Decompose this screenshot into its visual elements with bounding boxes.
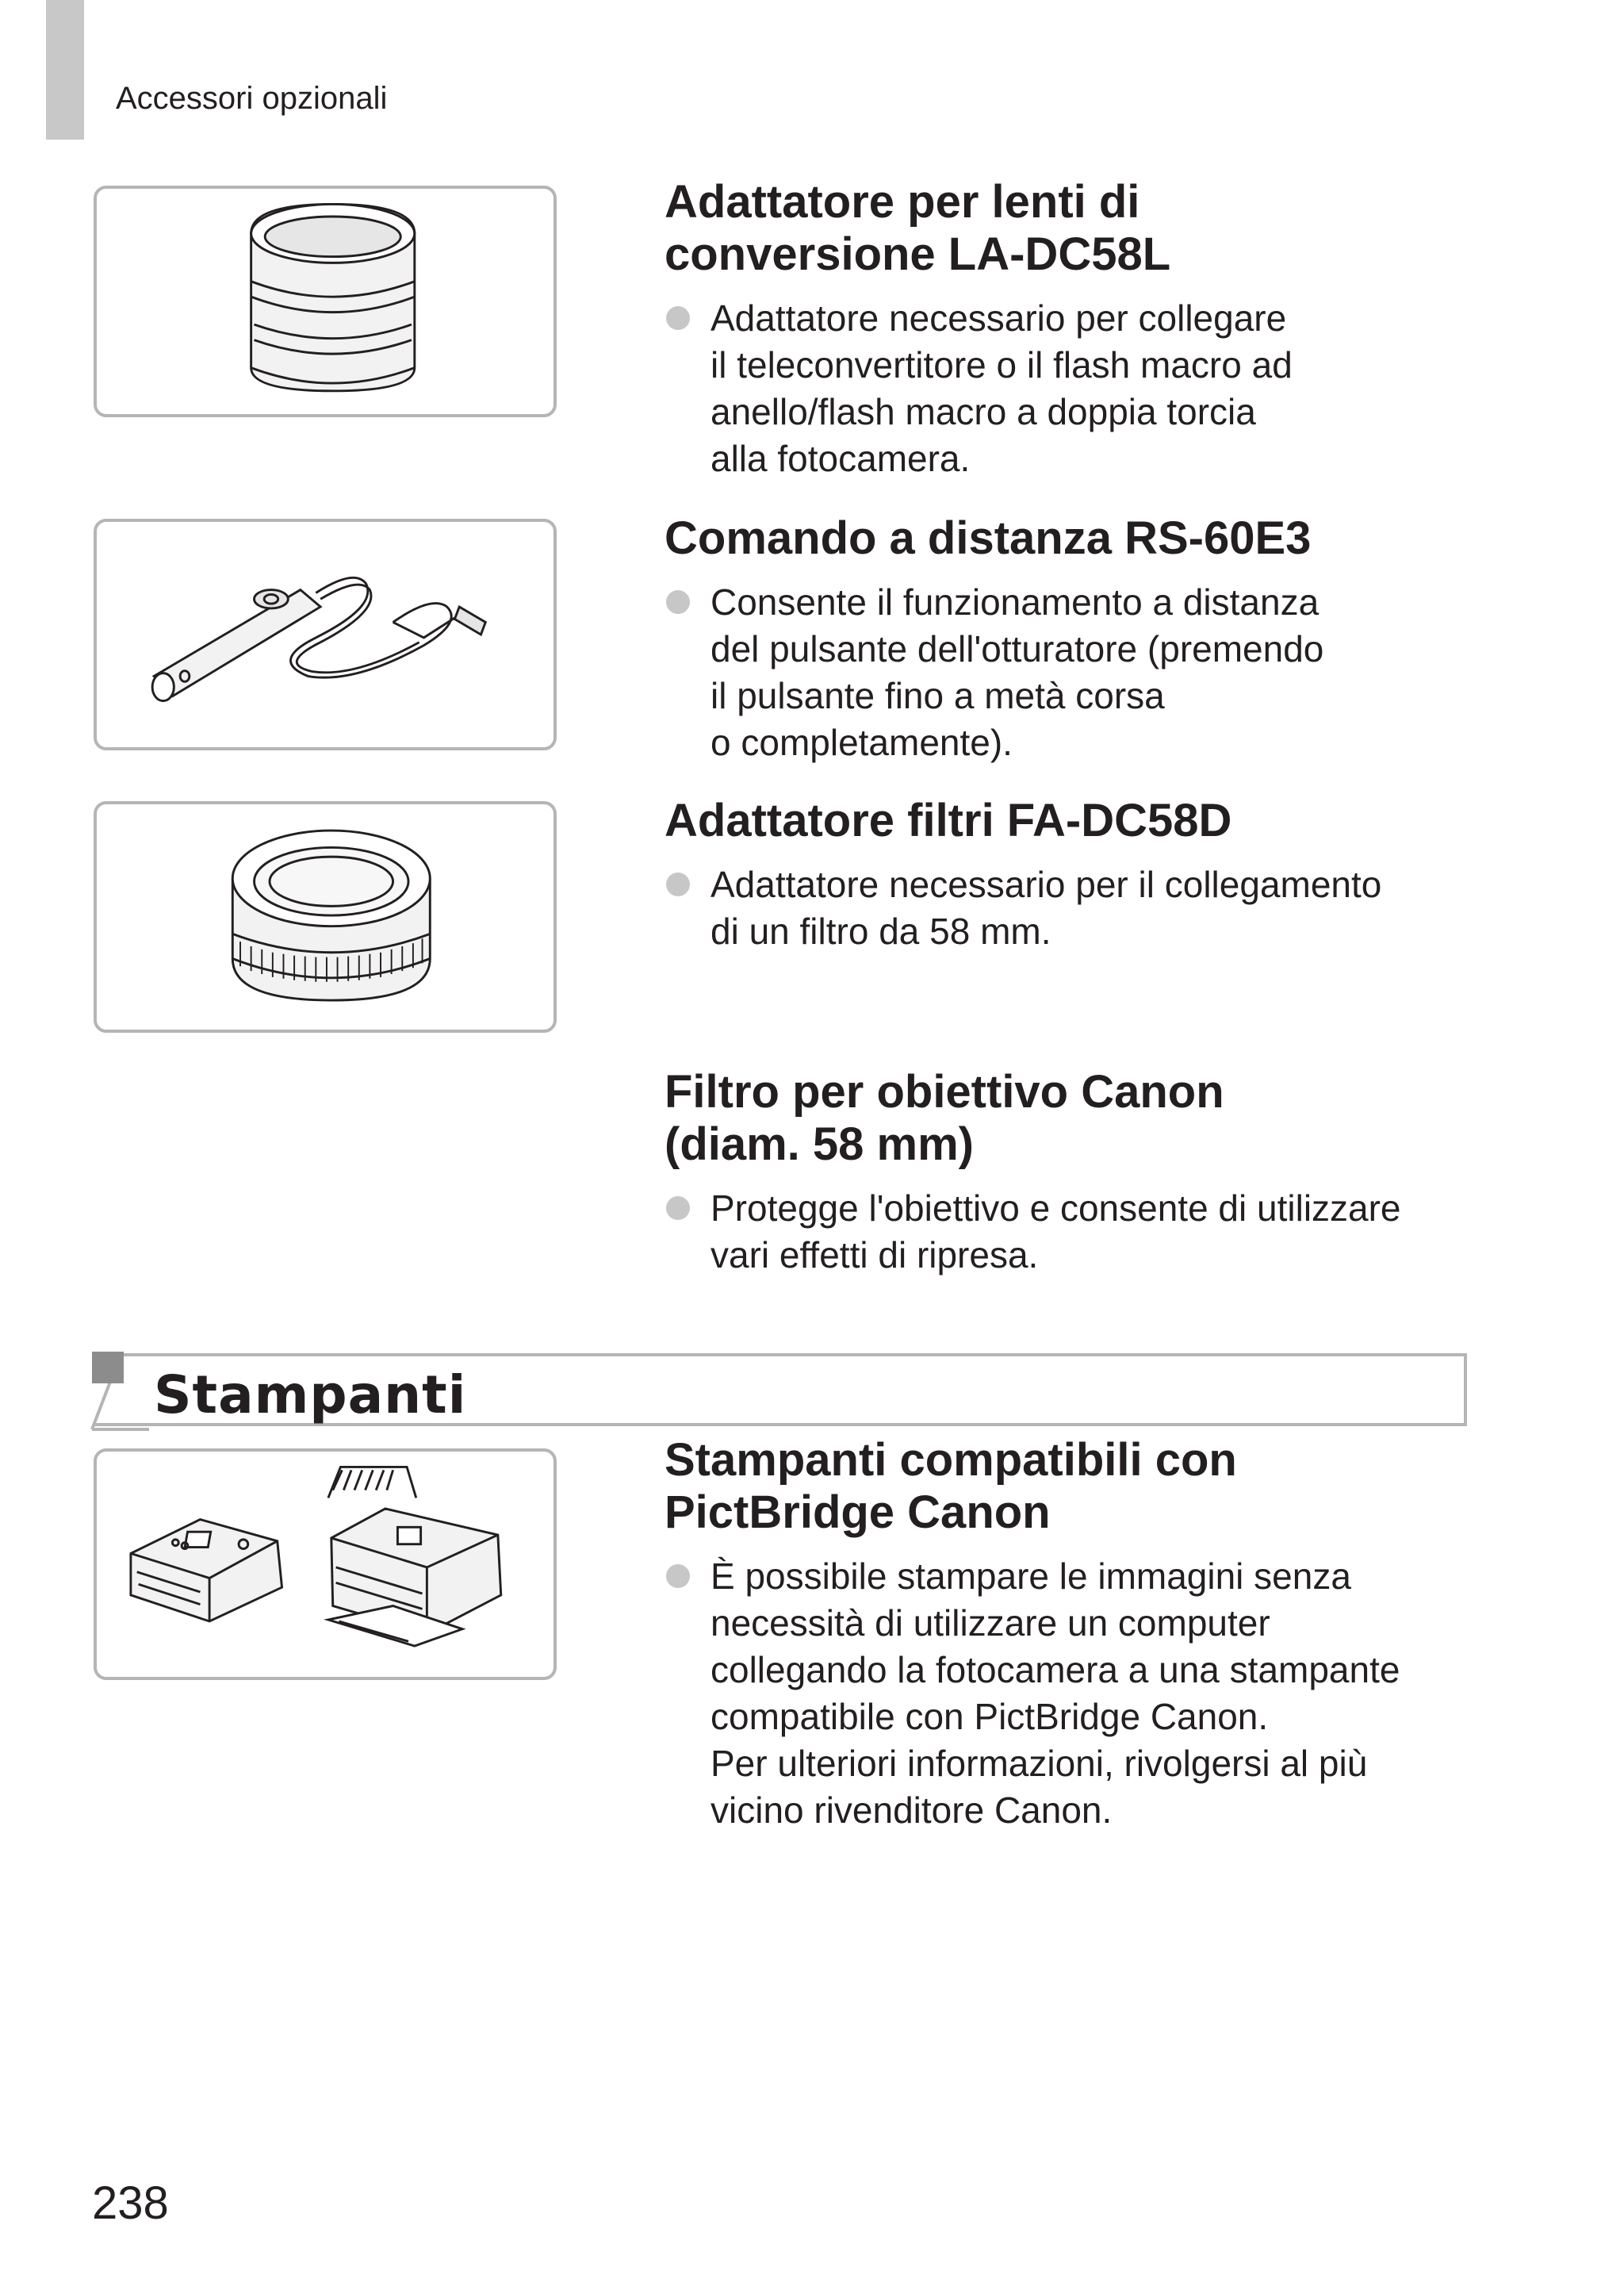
accessory-filter-adapter <box>665 795 1576 955</box>
printers-image <box>94 1448 557 1680</box>
accessory-remote-switch <box>665 512 1576 766</box>
accessory-title: Filtro per obiettivo Canon (diam. 58 mm) <box>665 1066 1224 1170</box>
filter-adapter-image <box>94 801 557 1033</box>
section-title: Stampanti <box>154 1364 467 1425</box>
bullet-item: Adattatore necessario per il collegamento di un filtro da 58 mm. <box>665 861 1576 955</box>
bullet-dot-icon <box>666 1196 690 1220</box>
printers-compatibility <box>665 1434 1576 1834</box>
accessory-title: Adattatore filtri FA-DC58D <box>665 795 1232 846</box>
bullet-dot-icon <box>666 306 690 330</box>
bullet-item: Consente il funzionamento a distanza del pulsante dell'otturatore (premendo il pulsante fino a metà corsa o completamente). <box>665 579 1576 766</box>
bullet-dot-icon <box>666 1564 690 1588</box>
printers-title: Stampanti compatibili con PictBridge Canon <box>665 1434 1237 1538</box>
remote-switch-image <box>94 519 557 750</box>
bullet-item: Protegge l'obiettivo e consente di utilizzare vari effetti di ripresa. <box>665 1185 1576 1279</box>
accessory-title: Adattatore per lenti di conversione LA-DC58L <box>665 176 1171 280</box>
page-number: 238 <box>92 2177 169 2229</box>
bullet-item: Adattatore necessario per collegare il teleconvertitore o il flash macro ad anello/flash macro a doppia torcia alla fotocamera. <box>665 295 1576 482</box>
bullet-dot-icon <box>666 873 690 896</box>
accessory-lens-adapter <box>665 176 1576 482</box>
page-tab-marker <box>46 0 84 140</box>
section-marker-square <box>92 1352 124 1383</box>
section-header-printers <box>94 1353 1467 1426</box>
bullet-dot-icon <box>666 590 690 614</box>
lens-adapter-image <box>94 186 557 417</box>
bullet-item: È possibile stampare le immagini senza necessità di utilizzare un computer collegando la fotocamera a una stampante compatibile con PictBridge Canon. Per ulteriori informazioni, rivolgersi al più vicino rivenditore Canon. <box>665 1553 1576 1834</box>
accessory-title: Comando a distanza RS-60E3 <box>665 512 1312 564</box>
running-header: Accessori opzionali <box>116 81 388 116</box>
accessory-lens-filter <box>665 1066 1576 1279</box>
